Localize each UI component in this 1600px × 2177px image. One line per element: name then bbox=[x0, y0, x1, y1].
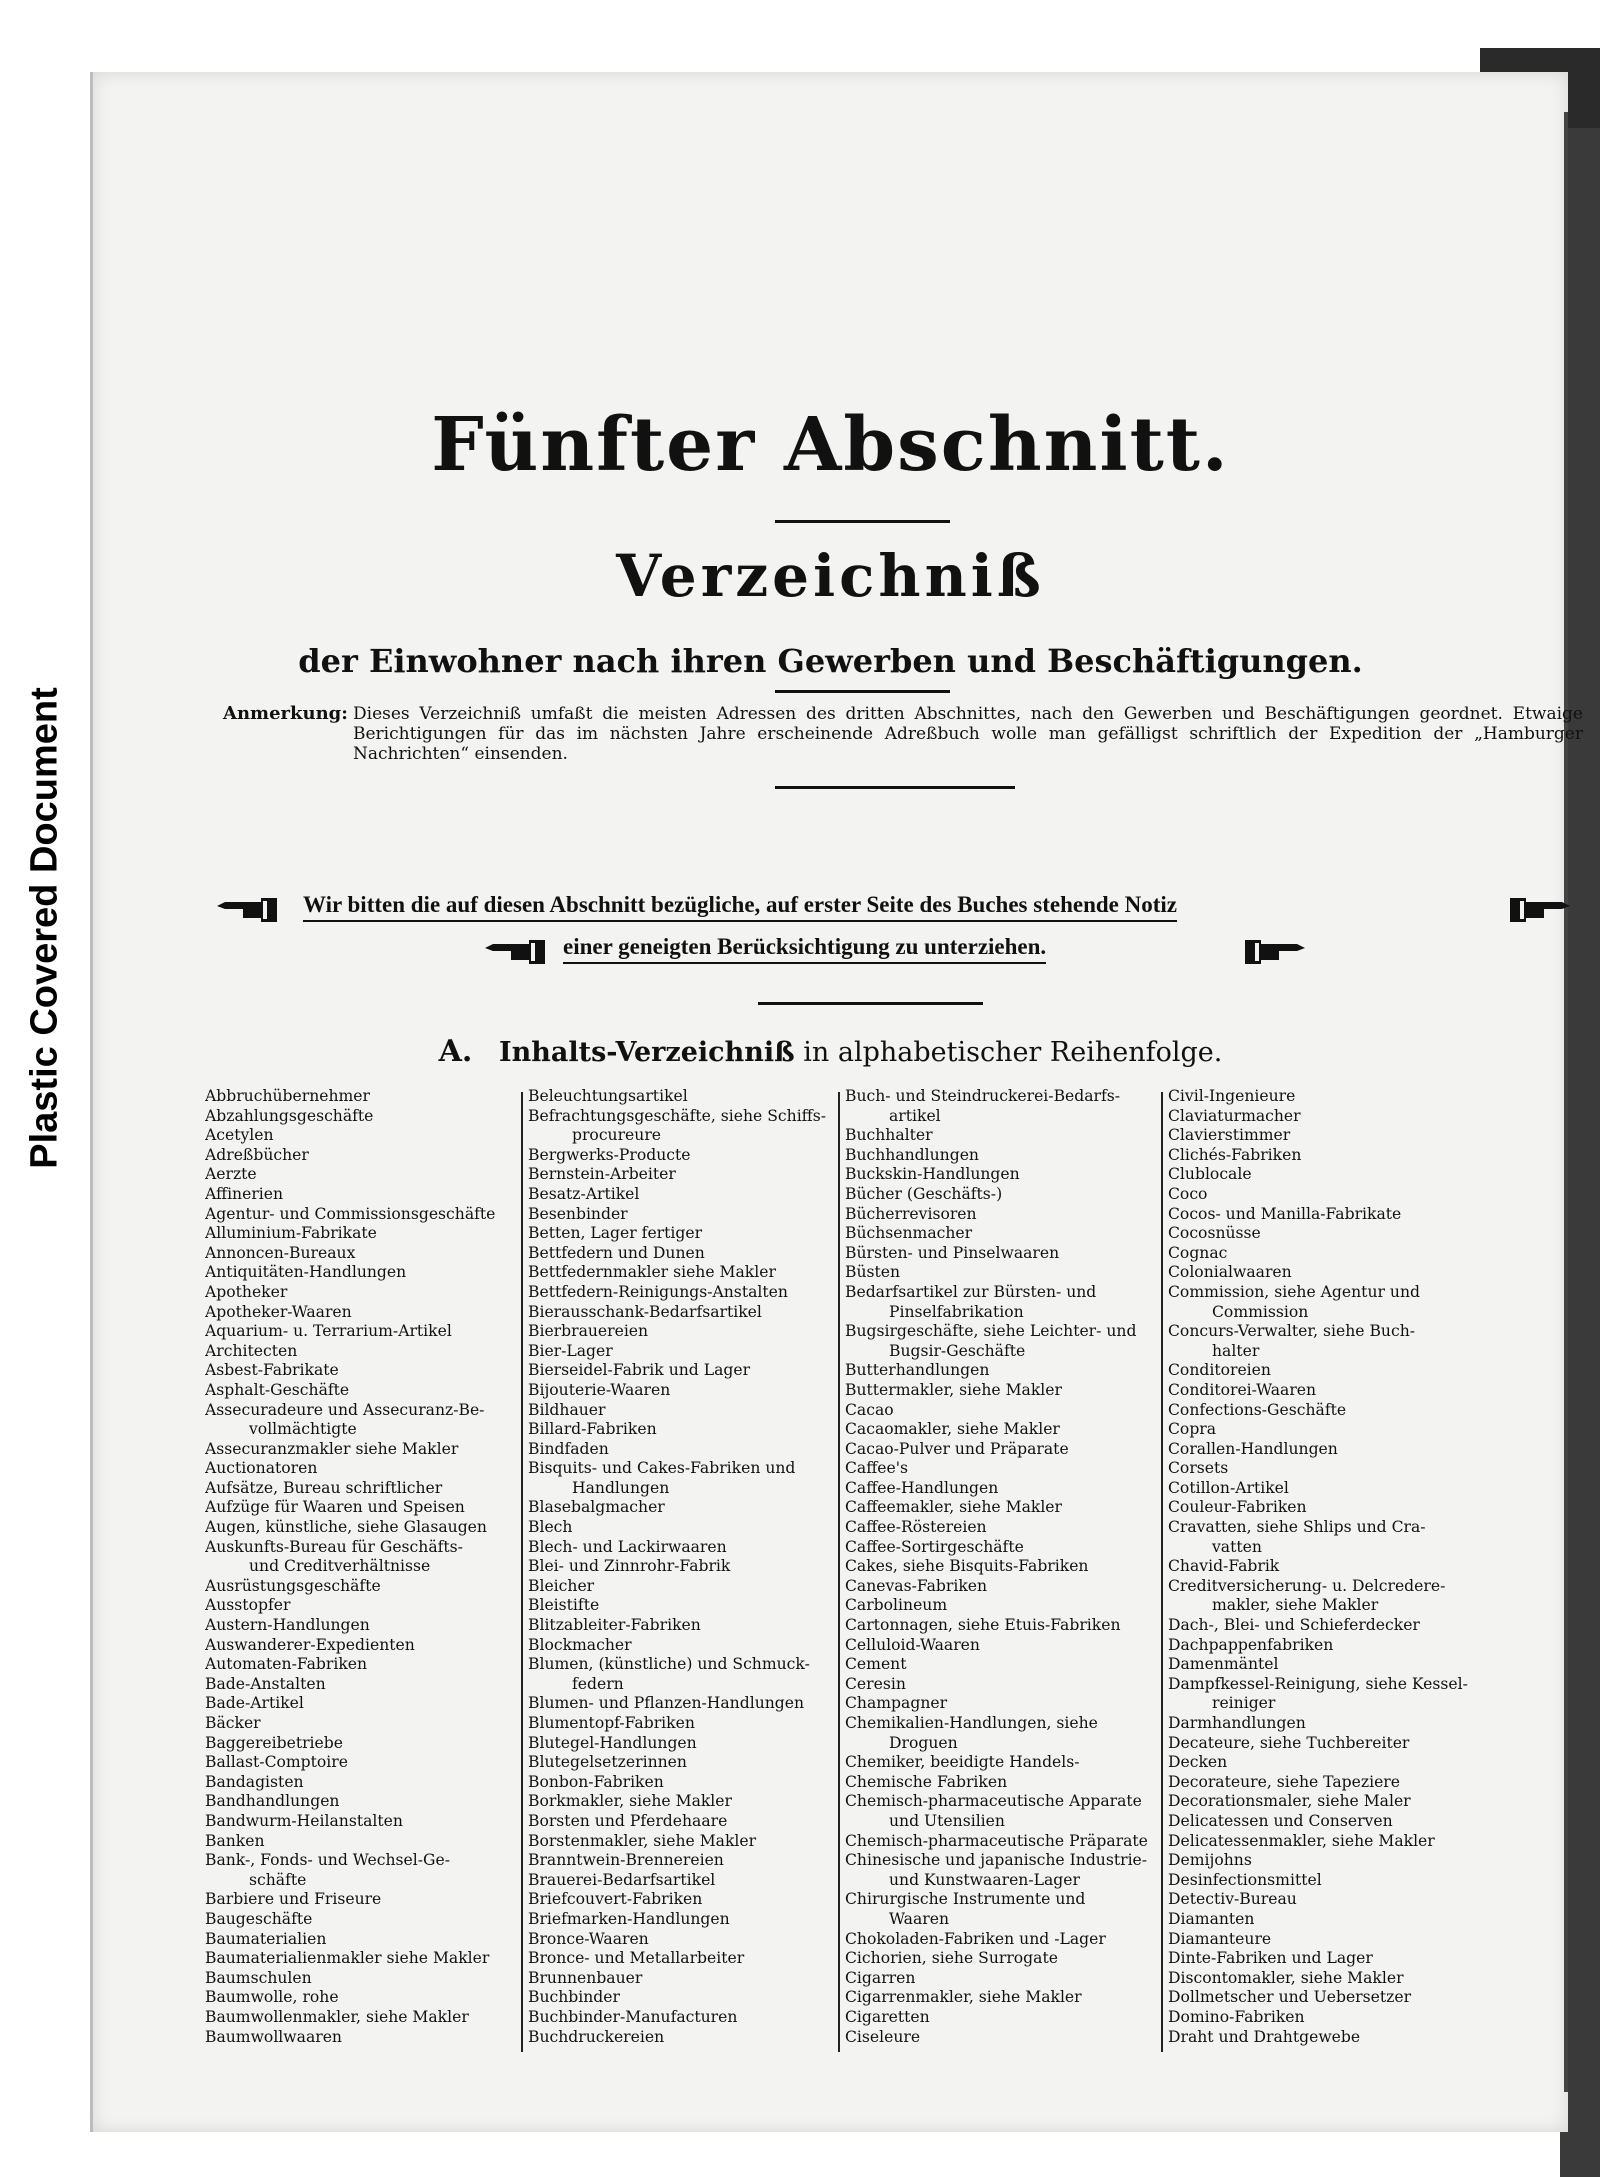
index-entry: Waaren bbox=[889, 1909, 949, 1928]
index-entry: Bücher (Geschäfts-) bbox=[845, 1184, 1003, 1203]
index-entry: Austern-Handlungen bbox=[205, 1616, 370, 1635]
index-entry: Dampfkessel-Reinigung, siehe Kessel- bbox=[1168, 1674, 1468, 1693]
index-entry: vollmächtigte bbox=[249, 1420, 357, 1439]
index-entry: Buch- und Steindruckerei-Bedarfs- bbox=[845, 1087, 1121, 1105]
index-entry: halter bbox=[1212, 1341, 1260, 1360]
index-entry: und Utensilien bbox=[889, 1811, 1005, 1830]
index-entry: Blitzableiter-Fabriken bbox=[528, 1616, 701, 1635]
index-entry: Bandhandlungen bbox=[205, 1792, 340, 1811]
notice-text-1: Wir bitten die auf diesen Abschnitt bezügliche, auf erster Seite des Buches stehende Notiz bbox=[303, 892, 1177, 922]
index-entry: Acetylen bbox=[205, 1126, 274, 1145]
index-entry: Clublocale bbox=[1168, 1165, 1252, 1184]
index-entry: Bugsirgeschäfte, siehe Leichter- und bbox=[845, 1322, 1137, 1341]
index-entry: Bandwurm-Heilanstalten bbox=[205, 1811, 403, 1830]
index-entry: Baumwollenmakler, siehe Makler bbox=[205, 2007, 469, 2026]
note-label: Anmerkung: bbox=[223, 703, 348, 724]
index-entry: Civil-Ingenieure bbox=[1168, 1087, 1296, 1105]
index-entry: Bleistifte bbox=[528, 1596, 600, 1615]
subtitle-divider bbox=[775, 690, 950, 693]
index-entry: Blockmacher bbox=[528, 1635, 632, 1654]
index-entry: Bäcker bbox=[205, 1714, 261, 1732]
note-divider bbox=[775, 786, 1015, 789]
index-entry: Aquarium- u. Terrarium-Artikel bbox=[205, 1322, 452, 1341]
index-entry: Blech- und Lackirwaaren bbox=[528, 1537, 727, 1556]
column-divider bbox=[521, 1092, 523, 2052]
index-entry: Decateure, siehe Tuchbereiter bbox=[1168, 1733, 1410, 1752]
index-entry: Besatz-Artikel bbox=[528, 1184, 640, 1203]
index-column-3 bbox=[845, 1087, 1155, 2047]
index-entry: Bücherrevisoren bbox=[845, 1204, 977, 1223]
index-entry: Dinte-Fabriken und Lager bbox=[1168, 1949, 1373, 1968]
index-column-1 bbox=[205, 1087, 515, 2047]
index-entry: Bronce-Waaren bbox=[528, 1929, 649, 1948]
page-title: Fünfter Abschnitt. bbox=[431, 402, 1230, 488]
index-entry: Baumschulen bbox=[205, 1968, 312, 1987]
index-entry: Automaten-Fabriken bbox=[205, 1655, 368, 1674]
index-entry: Handlungen bbox=[572, 1478, 670, 1497]
index-title-rest: in alphabetischer Reihenfolge. bbox=[803, 1037, 1223, 1068]
index-entry: Alluminium-Fabrikate bbox=[205, 1224, 377, 1243]
index-entry: Beleuchtungsartikel bbox=[528, 1087, 688, 1105]
index-entry: Bettfedern-Reinigungs-Anstalten bbox=[528, 1282, 788, 1301]
index-entry: Cognac bbox=[1168, 1243, 1228, 1262]
index-entry: Agentur- und Commissionsgeschäfte bbox=[205, 1204, 496, 1223]
index-entry: Briefmarken-Handlungen bbox=[528, 1909, 730, 1928]
index-entry: Annoncen-Bureaux bbox=[205, 1243, 356, 1262]
index-entry: Auswanderer-Expedienten bbox=[205, 1635, 415, 1654]
index-entry: Couleur-Fabriken bbox=[1168, 1498, 1307, 1517]
index-entry: Bronce- und Metallarbeiter bbox=[528, 1949, 745, 1968]
index-entry: Delicatessen und Conserven bbox=[1168, 1811, 1393, 1830]
index-entry: Aufsätze, Bureau schriftlicher bbox=[205, 1478, 443, 1497]
index-entry: Bergwerks-Producte bbox=[528, 1145, 691, 1164]
index-entry: Bleicher bbox=[528, 1576, 595, 1595]
index-entry: Creditversicherung- u. Delcredere- bbox=[1168, 1576, 1446, 1595]
index-entry: Augen, künstliche, siehe Glasaugen bbox=[205, 1518, 487, 1537]
index-entry: Chemiker, beeidigte Handels- bbox=[845, 1753, 1080, 1772]
index-entry: Bijouterie-Waaren bbox=[528, 1380, 671, 1399]
index-entry: Aufzüge für Waaren und Speisen bbox=[205, 1498, 465, 1517]
index-entry: Bank-, Fonds- und Wechsel-Ge- bbox=[205, 1851, 450, 1870]
index-entry: schäfte bbox=[249, 1870, 307, 1889]
index-entry: Caffeemakler, siehe Makler bbox=[845, 1498, 1062, 1517]
index-entry: Canevas-Fabriken bbox=[845, 1576, 988, 1595]
index-entry: Ausstopfer bbox=[205, 1596, 291, 1615]
index-entry: Dach-, Blei- und Schieferdecker bbox=[1168, 1616, 1420, 1635]
index-entry: Antiquitäten-Handlungen bbox=[205, 1263, 407, 1282]
index-entry: Baumwollwaaren bbox=[205, 2027, 342, 2046]
index-column-4 bbox=[1168, 1087, 1478, 2047]
index-entry: Caffee-Sortirgeschäfte bbox=[845, 1537, 1024, 1556]
index-entry: Cakes, siehe Bisquits-Fabriken bbox=[845, 1557, 1089, 1576]
index-entry: und Kunstwaaren-Lager bbox=[889, 1870, 1080, 1889]
index-entry: Buchdruckereien bbox=[528, 2027, 665, 2046]
index-entry: Decorationsmaler, siehe Maler bbox=[1168, 1792, 1411, 1811]
index-entry: Bandagisten bbox=[205, 1772, 304, 1791]
index-entry: und Creditverhältnisse bbox=[249, 1557, 431, 1576]
index-entry: Clavierstimmer bbox=[1168, 1126, 1291, 1145]
index-entry: Commission bbox=[1212, 1302, 1309, 1321]
index-entry: Büchsenmacher bbox=[845, 1224, 973, 1243]
index-entry: Buchbinder-Manufacturen bbox=[528, 2007, 738, 2026]
index-entry: Cacaomakler, siehe Makler bbox=[845, 1420, 1060, 1439]
index-entry: Dachpappenfabriken bbox=[1168, 1635, 1334, 1654]
index-entry: Chemikalien-Handlungen, siehe bbox=[845, 1714, 1098, 1732]
index-entry: Billard-Fabriken bbox=[528, 1420, 657, 1439]
index-entry: Clichés-Fabriken bbox=[1168, 1145, 1302, 1164]
index-entry: Buckskin-Handlungen bbox=[845, 1165, 1020, 1184]
index-entry: Blumen, (künstliche) und Schmuck- bbox=[528, 1655, 810, 1674]
index-entry: Decorateure, siehe Tapeziere bbox=[1168, 1772, 1400, 1791]
index-entry: Bernstein-Arbeiter bbox=[528, 1165, 676, 1184]
index-entry: Cement bbox=[845, 1655, 907, 1674]
index-entry: Buchhalter bbox=[845, 1126, 933, 1145]
index-entry: Desinfectionsmittel bbox=[1168, 1870, 1322, 1889]
index-entry: procureure bbox=[572, 1126, 662, 1145]
index-entry: Cocosnüsse bbox=[1168, 1224, 1261, 1243]
index-heading bbox=[93, 1034, 1568, 1069]
index-entry: artikel bbox=[889, 1106, 941, 1125]
index-entry: Caffee's bbox=[845, 1459, 909, 1478]
note-text: Dieses Verzeichniß umfaßt die meisten Adressen des dritten Abschnittes, nach den Gewerben und Beschäftigungen geordnet. Etwaige Berichtigungen für das im nächsten Jahre erscheinende Adreßbuch wolle man gefälligst schriftlich der Expedition der „Hamburger Nachrichten“ einsenden. bbox=[353, 704, 1583, 764]
index-entry: Bürsten- und Pinselwaaren bbox=[845, 1243, 1060, 1262]
index-entry: Cocos- und Manilla-Fabrikate bbox=[1168, 1204, 1402, 1223]
index-entry: Buchhandlungen bbox=[845, 1145, 979, 1164]
index-entry: Coco bbox=[1168, 1184, 1208, 1203]
page-subtitle: Verzeichniß bbox=[616, 542, 1045, 610]
index-entry: Cartonnagen, siehe Etuis-Fabriken bbox=[845, 1616, 1121, 1635]
index-entry: Blutegelsetzerinnen bbox=[528, 1753, 687, 1772]
index-entry: Commission, siehe Agentur und bbox=[1168, 1282, 1420, 1301]
index-entry: Apotheker-Waaren bbox=[205, 1302, 352, 1321]
index-entry: Büsten bbox=[845, 1263, 901, 1282]
index-entry: Confections-Geschäfte bbox=[1168, 1400, 1347, 1419]
index-entry: Adreßbücher bbox=[205, 1145, 309, 1164]
index-entry: vatten bbox=[1212, 1537, 1262, 1556]
index-entry: Chemisch-pharmaceutische Präparate bbox=[845, 1831, 1148, 1850]
index-entry: Borkmakler, siehe Makler bbox=[528, 1792, 732, 1811]
index-entry: Baugeschäfte bbox=[205, 1909, 313, 1928]
index-entry: Assecuradeure und Assecuranz-Be- bbox=[205, 1400, 485, 1419]
pointing-hand-icon bbox=[1508, 896, 1574, 924]
index-entry: Cravatten, siehe Shlips und Cra- bbox=[1168, 1518, 1426, 1537]
index-entry: Bier-Lager bbox=[528, 1341, 613, 1360]
index-entry: Ciseleure bbox=[845, 2027, 921, 2046]
index-entry: Bindfaden bbox=[528, 1439, 609, 1458]
index-entry: Celluloid-Waaren bbox=[845, 1635, 980, 1654]
column-divider bbox=[1161, 1092, 1163, 2052]
index-entry: Abzahlungsgeschäfte bbox=[205, 1106, 374, 1125]
index-entry: Bugsir-Geschäfte bbox=[889, 1341, 1026, 1360]
index-entry: Domino-Fabriken bbox=[1168, 2007, 1305, 2026]
index-entry: Cotillon-Artikel bbox=[1168, 1478, 1289, 1497]
index-entry: Besenbinder bbox=[528, 1204, 628, 1223]
index-entry: Chemisch-pharmaceutische Apparate bbox=[845, 1792, 1142, 1811]
plastic-covered-text: Plastic Covered Document bbox=[23, 687, 66, 1169]
page-subtitle-line2: der Einwohner nach ihren Gewerben und Beschäftigungen. bbox=[298, 642, 1363, 680]
index-entry: Bierausschank-Bedarfsartikel bbox=[528, 1302, 762, 1321]
index-entry: Pinselfabrikation bbox=[889, 1302, 1024, 1321]
index-entry: Befrachtungsgeschäfte, siehe Schiffs- bbox=[528, 1106, 827, 1125]
index-entry: Borstenmakler, siehe Makler bbox=[528, 1831, 757, 1850]
notice-line-2 bbox=[483, 934, 1333, 974]
index-entry: Blumen- und Pflanzen-Handlungen bbox=[528, 1694, 805, 1713]
index-entry: Chirurgische Instrumente und bbox=[845, 1890, 1086, 1909]
index-entry: Bonbon-Fabriken bbox=[528, 1772, 664, 1791]
index-entry: Brauerei-Bedarfsartikel bbox=[528, 1870, 716, 1889]
index-entry: Bierseidel-Fabrik und Lager bbox=[528, 1361, 751, 1380]
index-entry: Auctionatoren bbox=[205, 1459, 318, 1478]
index-entry: Bierbrauereien bbox=[528, 1322, 649, 1341]
index-entry: Ceresin bbox=[845, 1674, 906, 1693]
index-entry: Bettfedern und Dunen bbox=[528, 1243, 705, 1262]
index-entry: Draht und Drahtgewebe bbox=[1168, 2027, 1361, 2046]
index-entry: Carbolineum bbox=[845, 1596, 948, 1615]
index-entry: Baumaterialienmakler siehe Makler bbox=[205, 1949, 490, 1968]
index-entry: Bisquits- und Cakes-Fabriken und bbox=[528, 1459, 796, 1478]
index-entry: Baggereibetriebe bbox=[205, 1733, 343, 1752]
index-entry: Buttermakler, siehe Makler bbox=[845, 1380, 1062, 1399]
index-entry: Conditoreien bbox=[1168, 1361, 1271, 1380]
index-entry: Droguen bbox=[889, 1733, 958, 1752]
index-entry: Colonialwaaren bbox=[1168, 1263, 1292, 1282]
index-entry: Diamanten bbox=[1168, 1909, 1255, 1928]
index-entry: federn bbox=[572, 1674, 624, 1693]
index-column-2 bbox=[528, 1087, 828, 2047]
index-entry: Abbruchübernehmer bbox=[205, 1087, 370, 1105]
index-entry: makler, siehe Makler bbox=[1212, 1596, 1379, 1615]
index-title: Inhalts-Verzeichniß bbox=[498, 1037, 795, 1068]
index-entry: Concurs-Verwalter, siehe Buch- bbox=[1168, 1322, 1416, 1341]
index-entry: Decken bbox=[1168, 1753, 1228, 1772]
index-entry: Claviaturmacher bbox=[1168, 1106, 1301, 1125]
index-entry: Bettfedernmakler siehe Makler bbox=[528, 1263, 776, 1282]
index-entry: Betten, Lager fertiger bbox=[528, 1224, 703, 1243]
index-entry: Blumentopf-Fabriken bbox=[528, 1714, 695, 1732]
index-entry: Corsets bbox=[1168, 1459, 1229, 1478]
index-entry: Diamanteure bbox=[1168, 1929, 1272, 1948]
index-entry: Briefcouvert-Fabriken bbox=[528, 1890, 703, 1909]
index-entry: Conditorei-Waaren bbox=[1168, 1380, 1317, 1399]
index-entry: Assecuranzmakler siehe Makler bbox=[205, 1439, 459, 1458]
plastic-covered-label bbox=[0, 628, 90, 1228]
index-entry: Detectiv-Bureau bbox=[1168, 1890, 1297, 1909]
pointing-hand-icon bbox=[481, 938, 547, 966]
index-entry: Affinerien bbox=[205, 1184, 284, 1203]
index-entry: Asphalt-Geschäfte bbox=[205, 1380, 350, 1399]
pointing-hand-icon bbox=[1243, 938, 1309, 966]
index-entry: Bade-Anstalten bbox=[205, 1674, 326, 1693]
index-letter: A. bbox=[438, 1034, 473, 1069]
index-entry: Butterhandlungen bbox=[845, 1361, 990, 1380]
scan-margin bbox=[0, 0, 1600, 48]
notice-divider bbox=[758, 1002, 983, 1005]
index-entry: Baumaterialien bbox=[205, 1929, 327, 1948]
index-entry: Ausrüstungsgeschäfte bbox=[205, 1576, 381, 1595]
index-entry: Bade-Artikel bbox=[205, 1694, 304, 1713]
index-entry: Delicatessenmakler, siehe Makler bbox=[1168, 1831, 1435, 1850]
index-entry: Ballast-Comptoire bbox=[205, 1753, 348, 1772]
index-entry: Apotheker bbox=[205, 1282, 288, 1301]
index-entry: Damenmäntel bbox=[1168, 1655, 1279, 1674]
index-entry: Architecten bbox=[205, 1341, 298, 1360]
index-entry: Blutegel-Handlungen bbox=[528, 1733, 697, 1752]
index-entry: Buchbinder bbox=[528, 1988, 620, 2007]
index-entry: Cigaretten bbox=[845, 2007, 930, 2026]
index-entry: Corallen-Handlungen bbox=[1168, 1439, 1338, 1458]
index-entry: Banken bbox=[205, 1831, 265, 1850]
index-entry: Chokoladen-Fabriken und -Lager bbox=[845, 1929, 1106, 1948]
index-entry: Barbiere und Friseure bbox=[205, 1890, 382, 1909]
index-entry: Cigarrenmakler, siehe Makler bbox=[845, 1988, 1082, 2007]
index-entry: Blech bbox=[528, 1518, 573, 1537]
index-entry: Caffee-Handlungen bbox=[845, 1478, 999, 1497]
index-entry: Baumwolle, rohe bbox=[205, 1988, 339, 2007]
index-entry: Copra bbox=[1168, 1420, 1217, 1439]
index-entry: Aerzte bbox=[205, 1165, 257, 1184]
index-entry: Cacao-Pulver und Präparate bbox=[845, 1439, 1069, 1458]
index-entry: Branntwein-Brennereien bbox=[528, 1851, 724, 1870]
index-entry: Darmhandlungen bbox=[1168, 1714, 1306, 1732]
index-entry: Cigarren bbox=[845, 1968, 916, 1987]
index-entry: Champagner bbox=[845, 1694, 948, 1713]
notice-line-1 bbox=[223, 892, 1583, 932]
column-divider bbox=[838, 1092, 840, 2052]
index-entry: Asbest-Fabrikate bbox=[205, 1361, 339, 1380]
notice-text-2: einer geneigten Berücksichtigung zu unterziehen. bbox=[563, 934, 1046, 964]
index-entry: Bildhauer bbox=[528, 1400, 606, 1419]
index-entry: Chavid-Fabrik bbox=[1168, 1557, 1280, 1576]
pointing-hand-icon bbox=[213, 896, 279, 924]
index-entry: Cichorien, siehe Surrogate bbox=[845, 1949, 1058, 1968]
index-entry: Chemische Fabriken bbox=[845, 1772, 1008, 1791]
index-entry: Cacao bbox=[845, 1400, 894, 1419]
index-entry: Demijohns bbox=[1168, 1851, 1252, 1870]
index-entry: Caffee-Röstereien bbox=[845, 1518, 987, 1537]
index-entry: reiniger bbox=[1212, 1694, 1276, 1713]
index-entry: Brunnenbauer bbox=[528, 1968, 643, 1987]
title-divider bbox=[775, 520, 950, 523]
index-entry: Discontomakler, siehe Makler bbox=[1168, 1968, 1404, 1987]
index-entry: Auskunfts-Bureau für Geschäfts- bbox=[205, 1537, 463, 1556]
index-entry: Borsten und Pferdehaare bbox=[528, 1811, 728, 1830]
index-entry: Blasebalgmacher bbox=[528, 1498, 665, 1517]
index-entry: Bedarfsartikel zur Bürsten- und bbox=[845, 1282, 1097, 1301]
index-entry: Blei- und Zinnrohr-Fabrik bbox=[528, 1557, 731, 1576]
index-entry: Chinesische und japanische Industrie- bbox=[845, 1851, 1148, 1870]
document-page bbox=[90, 72, 1583, 2132]
index-entry: Dollmetscher und Uebersetzer bbox=[1168, 1988, 1412, 2007]
